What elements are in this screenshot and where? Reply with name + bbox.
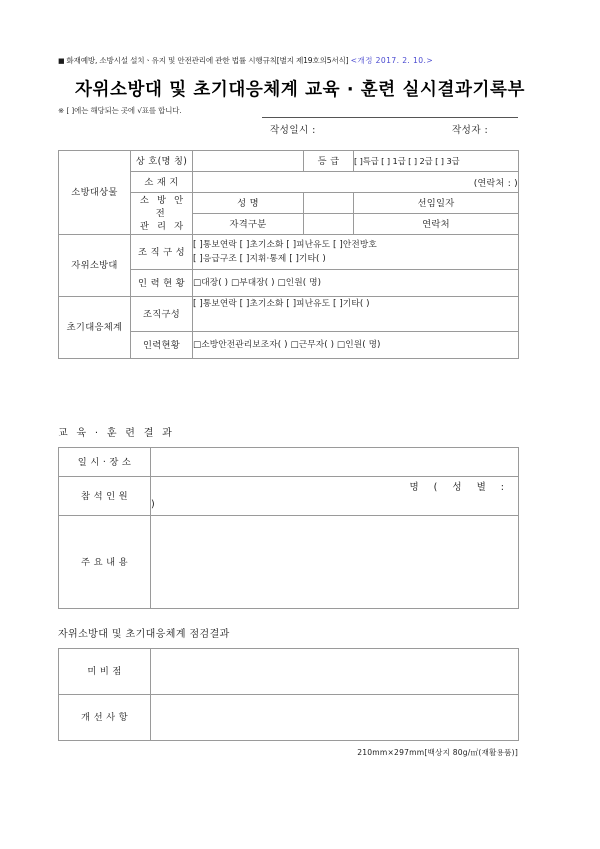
- value-ics-staff-options[interactable]: □소방안전관리보조자( ) □근무자( ) □인원( 명): [193, 332, 519, 359]
- table-row: [59, 649, 519, 695]
- value-qualification[interactable]: [304, 214, 354, 235]
- value-team-staff-options[interactable]: □대장( ) □부대장( ) □인원( 명): [193, 270, 519, 297]
- value-grade-options[interactable]: [ ]특급 [ ] 1급 [ ] 2급 [ ] 3급: [354, 151, 519, 172]
- value-main-content[interactable]: [151, 516, 519, 609]
- instruction-note: ※ [ ]에는 해당되는 곳에 √표를 합니다.: [58, 106, 182, 115]
- value-business-name[interactable]: [193, 151, 304, 172]
- table-row: [59, 297, 519, 332]
- label-deficiency: 미 비 점: [59, 649, 151, 695]
- created-datetime-label: 작성일시 :: [270, 125, 316, 136]
- group-label-self-defense-team: 자위소방대: [59, 235, 131, 297]
- table-row: [59, 448, 519, 477]
- main-info-table: [58, 150, 519, 359]
- bullet-square-icon: ■: [58, 57, 65, 65]
- label-main-content: 주 요 내 용: [59, 516, 151, 609]
- team-org-options-line2: [ ]응급구조 [ ]지휘·통제 [ ]기타( ): [193, 254, 326, 264]
- group-label-initial-response: 초기대응체계: [59, 297, 131, 359]
- value-improvement[interactable]: [151, 695, 519, 741]
- label-appointed-date: 선임일자: [354, 193, 519, 214]
- table-row: [59, 235, 519, 270]
- label-ics-organization: 조직구성: [131, 297, 193, 332]
- label-attendees: 참 석 인 원: [59, 477, 151, 516]
- table-row: [59, 477, 519, 516]
- law-reference-text: 화재예방, 소방시설 설치ㆍ유지 및 안전관리에 관한 법률 시행규칙[별지 제19호의5서식]: [66, 56, 349, 65]
- label-safety-manager-line1: 소 방 안 전: [139, 195, 186, 219]
- value-address-contact[interactable]: (연락처 : ): [193, 172, 519, 193]
- attendees-line1: 명 ( 성 별 :: [409, 482, 510, 493]
- education-result-table: [58, 447, 519, 609]
- attendees-line2: ): [151, 499, 155, 510]
- label-team-staff: 인 력 현 황: [131, 270, 193, 297]
- table-row: [59, 516, 519, 609]
- label-team-organization: 조 직 구 성: [131, 235, 193, 270]
- label-manager-contact: 연락처: [354, 214, 519, 235]
- value-datetime-place[interactable]: [151, 448, 519, 477]
- value-team-organization-options[interactable]: [193, 235, 519, 270]
- value-ics-organization-options[interactable]: [ ]통보연락 [ ]초기소화 [ ]피난유도 [ ]기타( ): [193, 297, 519, 332]
- author-label: 작성자 :: [452, 125, 489, 136]
- table-row: [59, 151, 519, 172]
- law-reference-line: [58, 55, 433, 66]
- inspection-result-table: [58, 648, 519, 741]
- label-manager-name: 성 명: [193, 193, 304, 214]
- team-org-options-line1: [ ]통보연락 [ ]초기소화 [ ]피난유도 [ ]안전방호: [193, 240, 377, 250]
- section-title-education-result: 교 육 · 훈 련 결 과: [58, 428, 175, 439]
- label-improvement: 개 선 사 항: [59, 695, 151, 741]
- value-manager-name[interactable]: [304, 193, 354, 214]
- label-qualification: 자격구분: [193, 214, 304, 235]
- table-row: [59, 695, 519, 741]
- label-business-name: 상 호(명 칭): [131, 151, 193, 172]
- paper-spec-footer: 210mm×297mm[백상지 80g/㎡(재활용품)]: [357, 748, 518, 757]
- value-deficiency[interactable]: [151, 649, 519, 695]
- section-title-inspection-result: 자위소방대 및 초기대응체계 점검결과: [58, 629, 230, 640]
- label-grade: 등 급: [304, 151, 354, 172]
- value-attendees[interactable]: [151, 477, 519, 516]
- revision-text: <개정 2017. 2. 10.>: [350, 56, 434, 65]
- label-datetime-place: 일 시 · 장 소: [59, 448, 151, 477]
- page-title: 자위소방대 및 초기대응체계 교육 · 훈련 실시결과기록부: [74, 80, 526, 100]
- label-address: 소 재 지: [131, 172, 193, 193]
- group-label-building: 소방대상물: [59, 151, 131, 235]
- document-meta-strip: [262, 117, 518, 138]
- label-safety-manager: [131, 193, 193, 235]
- label-safety-manager-line2: 관 리 자: [139, 221, 186, 232]
- label-ics-staff: 인력현황: [131, 332, 193, 359]
